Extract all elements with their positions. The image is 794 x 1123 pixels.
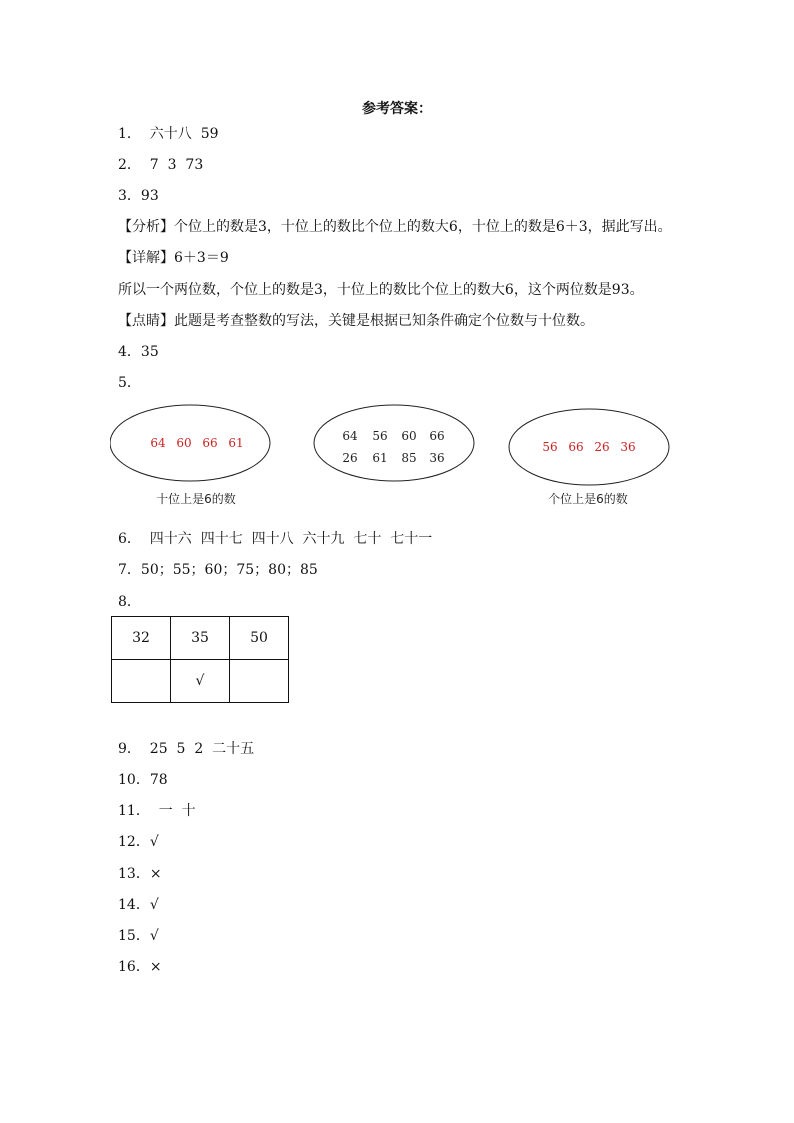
ones-six-caption: 个位上是6的数 (548, 492, 628, 506)
oval-number: 26 (594, 440, 610, 454)
answer-line-5: 5． (118, 375, 141, 391)
oval-number: 36 (620, 440, 636, 454)
source-oval (314, 405, 474, 481)
oval-number: 64 (342, 429, 358, 443)
table-cell: 50 (230, 617, 289, 660)
answer-line-7: 7．50；55；60；75；80；85 (118, 562, 318, 578)
answer-line-9: 9． 25 5 2 二十五 (118, 741, 255, 757)
detail-line: 【详解】6＋3＝9 (118, 250, 229, 266)
oval-number: 61 (228, 436, 244, 450)
oval-number: 60 (176, 436, 192, 450)
answer-line-14: 14．√ (118, 897, 159, 913)
oval-number: 66 (202, 436, 218, 450)
oval-number: 26 (342, 451, 358, 465)
oval-number: 56 (372, 429, 388, 443)
answer-line-15: 15．√ (118, 928, 159, 944)
page-title: 参考答案： (362, 101, 432, 117)
table-cell: 32 (112, 617, 171, 660)
answer-line-2: 2． 7 3 73 (118, 157, 204, 173)
table-cell (230, 660, 289, 703)
answer-line-1: 1． 六十八 59 (118, 126, 219, 142)
oval-number: 61 (372, 451, 388, 465)
oval-number: 66 (568, 440, 584, 454)
answer-line-6: 6． 四十六 四十七 四十八 六十九 七十 七十一 (118, 531, 433, 547)
table-cell (112, 660, 171, 703)
answer-line-16: 16．× (118, 959, 162, 975)
answer-line-12: 12．√ (118, 834, 159, 850)
oval-number: 36 (429, 451, 445, 465)
oval-number: 66 (429, 429, 445, 443)
answer-line-11: 11． 一 十 (118, 803, 196, 819)
analysis-line: 【分析】个位上的数是3，十位上的数比个位上的数大6，十位上的数是6＋3，据此写出。 (118, 219, 672, 235)
oval-number: 64 (150, 436, 166, 450)
tens-six-caption: 十位上是6的数 (156, 492, 236, 506)
answer-table (111, 616, 289, 703)
table-cell: 35 (171, 617, 230, 660)
answer-line-10: 10．78 (118, 772, 168, 788)
oval-number: 60 (401, 429, 417, 443)
table-cell: √ (171, 660, 230, 703)
ones-six-oval (509, 409, 669, 485)
answer-line-4: 4．35 (118, 344, 159, 360)
number-sort-diagram (110, 400, 690, 512)
oval-number: 56 (542, 440, 558, 454)
answer-line-8: 8． (118, 594, 141, 610)
comment-line: 【点睛】此题是考查整数的写法，关键是根据已知条件确定个位数与十位数。 (118, 313, 594, 329)
answer-line-3: 3．93 (118, 188, 159, 204)
table-row (112, 617, 289, 660)
explanation-line: 所以一个两位数，个位上的数是3，十位上的数比个位上的数大6，这个两位数是93。 (118, 282, 644, 298)
oval-number: 85 (401, 451, 417, 465)
table-row (112, 660, 289, 703)
answer-line-13: 13．× (118, 866, 162, 882)
